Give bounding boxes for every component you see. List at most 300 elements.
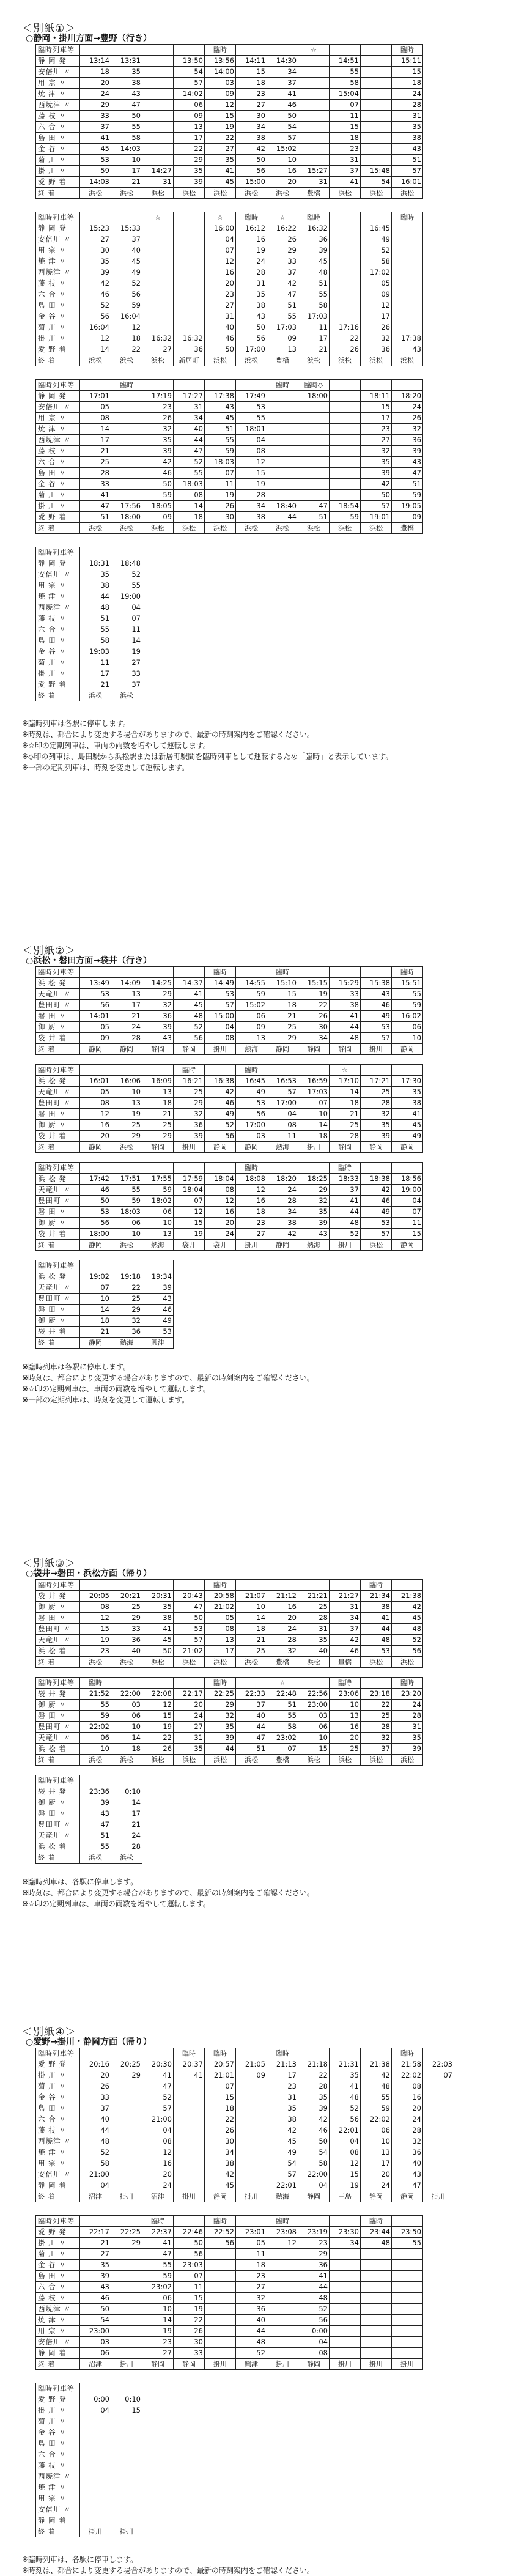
time-cell: 47 (267, 289, 298, 300)
station-row (36, 1700, 423, 1711)
time-cell: 23:00 (298, 1700, 330, 1711)
time-cell: 52 (142, 2092, 174, 2103)
station-row (36, 1033, 423, 1044)
time-cell: 40 (174, 424, 205, 435)
station-name: 島 田 〃 (36, 133, 80, 144)
station-name: 掛 川 〃 (36, 2070, 80, 2081)
time-cell: 23:00 (80, 2326, 111, 2337)
time-cell (298, 133, 330, 144)
time-cell: 16:02 (392, 1011, 423, 1022)
station-name: 焼 津 〃 (36, 2315, 80, 2326)
station-row (36, 155, 423, 166)
time-cell: 16 (205, 267, 236, 278)
time-cell: 15:23 (80, 223, 111, 234)
time-cell: 21 (80, 679, 111, 690)
time-cell: 23:44 (361, 2227, 392, 2238)
time-cell (111, 2136, 142, 2147)
time-cell (111, 2482, 142, 2493)
time-cell: 20 (80, 78, 111, 89)
time-cell (174, 311, 205, 322)
time-cell: 41 (392, 1109, 423, 1120)
time-cell (330, 2271, 361, 2282)
time-cell: 48 (236, 2337, 267, 2348)
time-cell: 44 (330, 1022, 361, 1033)
time-cell: 15 (392, 1229, 423, 1240)
station-row (36, 1196, 423, 1207)
time-cell: 07 (205, 468, 236, 479)
time-cell: 14:02 (174, 89, 205, 100)
time-cell: 35 (205, 1722, 236, 1733)
time-cell: 49 (111, 267, 142, 278)
time-cell: 15 (236, 67, 267, 78)
time-cell: 17:42 (80, 1174, 111, 1185)
station-name: 袋 井 着 (36, 1229, 80, 1240)
train-type-row (36, 547, 142, 558)
station-row (36, 2427, 142, 2438)
time-cell: 23:20 (392, 1689, 423, 1700)
time-cell: 10 (142, 2304, 174, 2315)
time-cell: 23 (80, 1646, 111, 1657)
time-cell: 42 (236, 144, 267, 155)
time-cell (111, 2180, 142, 2191)
time-cell (361, 133, 392, 144)
time-cell (267, 2337, 298, 2348)
train-type-cell (80, 45, 111, 56)
station-name: 六 合 〃 (36, 2282, 80, 2293)
station-name: 金 谷 〃 (36, 2260, 80, 2271)
station-row (36, 1808, 142, 1819)
time-cell: 42 (392, 1602, 423, 1613)
terminal-cell: 浜松 (330, 1755, 361, 1766)
station-row (36, 2482, 142, 2493)
time-cell (361, 2271, 392, 2282)
timetable-block (35, 212, 423, 366)
time-cell: 56 (392, 1646, 423, 1657)
time-cell: 26 (392, 413, 423, 424)
terminal-cell: 豊橋 (267, 1657, 298, 1668)
time-cell: 51 (298, 512, 330, 523)
time-cell: 0:10 (111, 1786, 142, 1797)
time-cell: 59 (392, 1000, 423, 1011)
station-row (36, 2394, 142, 2405)
station-row (36, 278, 423, 289)
time-cell (205, 2315, 236, 2326)
time-cell (267, 413, 298, 424)
time-cell: 22 (361, 1700, 392, 1711)
time-cell: 36 (111, 1635, 142, 1646)
station-row (36, 602, 142, 613)
terminal-label: 終 着 (36, 1657, 80, 1668)
terminal-cell: 浜松 (298, 1657, 330, 1668)
time-cell: 04 (80, 2405, 111, 2416)
terminal-label: 終 着 (36, 2526, 80, 2537)
time-cell: 50 (142, 479, 174, 490)
time-cell: 43 (80, 1808, 111, 1819)
train-type-cell (205, 1163, 236, 1174)
time-cell: 16:09 (142, 1076, 174, 1087)
time-cell: 20:31 (142, 1591, 174, 1602)
time-cell: 11 (392, 1218, 423, 1229)
time-cell: 14 (330, 1087, 361, 1098)
terminal-cell: 静岡 (80, 1338, 111, 1349)
time-cell (298, 446, 330, 457)
time-cell: 52 (174, 1022, 205, 1033)
time-cell: 23 (330, 144, 361, 155)
time-cell: 15 (392, 67, 423, 78)
time-cell: 55 (80, 624, 111, 635)
terminal-cell: 熱海 (267, 2191, 298, 2202)
time-cell: 37 (330, 1185, 361, 1196)
station-row (36, 1613, 423, 1624)
time-cell: 46 (80, 1185, 111, 1196)
time-cell: 14:51 (330, 56, 361, 67)
time-cell: 16:04 (80, 322, 111, 333)
train-type-cell: 臨時 (392, 967, 423, 978)
terminal-cell: 浜松 (111, 1755, 142, 1766)
station-row (36, 133, 423, 144)
station-name: 六 合 〃 (36, 457, 80, 468)
time-cell: 19 (174, 1229, 205, 1240)
time-cell: 59 (330, 512, 361, 523)
time-cell (111, 2271, 142, 2282)
time-cell: 37 (236, 1700, 267, 1711)
time-cell (330, 234, 361, 245)
terminal-cell: 豊橋 (267, 355, 298, 366)
time-cell (330, 2260, 361, 2271)
time-cell (174, 2147, 205, 2158)
time-cell: 12 (80, 333, 111, 344)
station-name: 島 田 〃 (36, 2438, 80, 2449)
time-cell (392, 300, 423, 311)
station-name: 島 田 〃 (36, 635, 80, 646)
time-cell: 09 (267, 333, 298, 344)
time-cell: 06 (80, 2348, 111, 2359)
time-cell: 20:58 (205, 1591, 236, 1602)
time-cell: 29 (80, 100, 111, 111)
time-cell: 42 (361, 479, 392, 490)
note-line: ※時刻は、都合により変更する場合がありますので、最新の時刻案内をご確認ください。 (22, 1889, 314, 1897)
station-row (36, 234, 423, 245)
time-cell: 22 (298, 2070, 330, 2081)
time-cell (392, 278, 423, 289)
time-cell: 40 (298, 1646, 330, 1657)
time-cell: 54 (361, 177, 392, 188)
time-cell (80, 2504, 111, 2515)
time-cell: 08 (205, 1033, 236, 1044)
time-cell (392, 2260, 423, 2271)
station-row (36, 646, 142, 657)
time-cell: 08 (205, 1624, 236, 1635)
time-cell: 16 (80, 1120, 111, 1131)
time-cell: 07 (205, 245, 236, 256)
time-cell: 16:01 (80, 1076, 111, 1087)
time-cell: 14 (236, 1613, 267, 1624)
time-cell: 23 (236, 89, 267, 100)
timetable-block (35, 547, 142, 701)
time-cell: 19:05 (392, 501, 423, 512)
time-cell: 23:03 (174, 2260, 205, 2271)
time-cell: 17:03 (267, 322, 298, 333)
time-cell: 31 (392, 1722, 423, 1733)
time-cell (142, 144, 174, 155)
time-cell (423, 2081, 454, 2092)
time-cell: 58 (330, 78, 361, 89)
time-cell: 46 (330, 1646, 361, 1657)
time-cell: 16 (205, 1207, 236, 1218)
time-cell: 21 (330, 1109, 361, 1120)
time-cell: 36 (236, 2304, 267, 2315)
time-cell: 43 (80, 2282, 111, 2293)
time-cell: 28 (392, 2125, 423, 2136)
station-name: 六 合 〃 (36, 122, 80, 133)
time-cell (298, 468, 330, 479)
station-name: 焼 津 〃 (36, 256, 80, 267)
time-cell: 37 (111, 679, 142, 690)
time-cell (392, 2304, 423, 2315)
timetable-block (35, 966, 423, 1055)
time-cell: 52 (392, 1635, 423, 1646)
time-cell: 23:19 (298, 2227, 330, 2238)
time-cell: 23:50 (392, 2227, 423, 2238)
time-cell: 47 (142, 2249, 174, 2260)
time-cell: 41 (330, 177, 361, 188)
time-cell (111, 457, 142, 468)
time-cell: 29 (111, 1131, 142, 1142)
time-cell: 18:08 (236, 1174, 267, 1185)
terminal-cell: 浜松 (111, 1657, 142, 1668)
time-cell: 59 (111, 1196, 142, 1207)
note-line: ※臨時列車は、各駅に停車します。 (22, 2555, 138, 2564)
time-cell: 39 (174, 1131, 205, 1142)
terminal-cell: 静岡 (142, 2359, 174, 2370)
train-type-row (36, 2216, 423, 2227)
terminal-cell: 静岡 (142, 1044, 174, 1055)
time-cell: 18:20 (267, 1174, 298, 1185)
time-cell: 08 (267, 1120, 298, 1131)
time-cell: 14:25 (142, 978, 174, 989)
time-cell: 21:07 (236, 1591, 267, 1602)
terminal-cell: 掛川 (174, 2191, 205, 2202)
time-cell: 53 (361, 1022, 392, 1033)
time-cell: 23:30 (330, 2227, 361, 2238)
time-cell: 14 (80, 344, 111, 355)
terminal-cell: 浜松 (236, 1755, 267, 1766)
time-cell (111, 490, 142, 501)
station-row (36, 2504, 142, 2515)
time-cell: 16 (392, 2092, 423, 2103)
time-cell: 12 (174, 1207, 205, 1218)
time-cell: 56 (80, 311, 111, 322)
time-cell: 39 (298, 245, 330, 256)
time-cell: 40 (392, 2158, 423, 2169)
time-cell: 15:48 (361, 166, 392, 177)
time-cell: 48 (361, 2238, 392, 2249)
station-name: 愛 野 着 (36, 512, 80, 523)
terminal-cell: 静岡 (80, 1044, 111, 1055)
station-row (36, 2449, 142, 2460)
terminal-label: 終 着 (36, 1142, 80, 1153)
time-cell: 07 (267, 1744, 298, 1755)
time-cell: 25 (80, 457, 111, 468)
time-cell (111, 446, 142, 457)
time-cell: 32 (111, 1316, 142, 1327)
time-cell: 48 (80, 2136, 111, 2147)
time-cell: 21:58 (392, 2059, 423, 2070)
time-cell: 12 (236, 457, 267, 468)
time-cell: 10 (111, 1722, 142, 1733)
time-cell: 19:02 (80, 1271, 111, 1282)
time-cell (330, 278, 361, 289)
time-cell: 13 (111, 1098, 142, 1109)
time-cell (80, 2449, 111, 2460)
time-cell: 29 (298, 2249, 330, 2260)
time-cell: 15 (142, 1711, 174, 1722)
time-cell: 17 (80, 668, 111, 679)
time-cell: 36 (142, 1011, 174, 1022)
train-type-cell (423, 2048, 454, 2059)
time-cell: 34 (267, 67, 298, 78)
time-cell: 21 (80, 446, 111, 457)
time-cell: 56 (80, 1000, 111, 1011)
terminal-cell: 掛川 (330, 2359, 361, 2370)
time-cell: 18 (330, 133, 361, 144)
train-type-cell (298, 1065, 330, 1076)
time-cell: 46 (142, 468, 174, 479)
terminal-row (36, 1852, 142, 1864)
station-name: 六 合 〃 (36, 289, 80, 300)
time-cell: 50 (267, 111, 298, 122)
time-cell: 15 (330, 2169, 361, 2180)
time-cell: 55 (111, 580, 142, 591)
terminal-cell: 浜松 (80, 1657, 111, 1668)
station-name: 御 厨 〃 (36, 1022, 80, 1033)
time-cell: 08 (298, 2348, 330, 2359)
terminal-label: 終 着 (36, 690, 80, 701)
time-cell: 59 (111, 300, 142, 311)
terminal-cell: 静岡 (392, 1044, 423, 1055)
time-cell (423, 2103, 454, 2114)
time-cell (111, 2449, 142, 2460)
time-cell: 20 (205, 278, 236, 289)
station-row (36, 2348, 423, 2359)
time-cell: 26 (298, 1011, 330, 1022)
time-cell: 22 (111, 344, 142, 355)
train-type-cell (330, 212, 361, 223)
station-row (36, 67, 423, 78)
station-name: 掛 川 〃 (36, 2238, 80, 2249)
station-name: 藤 枝 〃 (36, 2460, 80, 2471)
terminal-cell: 掛川 (111, 2526, 142, 2537)
train-type-cell (330, 1580, 361, 1591)
train-type-row (36, 967, 423, 978)
time-cell: 45 (111, 256, 142, 267)
station-name: 藤 枝 〃 (36, 2293, 80, 2304)
train-type-cell: 臨時 (174, 2048, 205, 2059)
time-cell: 39 (392, 446, 423, 457)
terminal-cell: 浜松 (80, 1755, 111, 1766)
time-cell: 25 (267, 1022, 298, 1033)
time-cell: 25 (330, 1120, 361, 1131)
corner-label: 臨時列車等 (36, 2048, 80, 2059)
station-row (36, 2304, 423, 2315)
station-name: 天竜川 〃 (36, 1087, 80, 1098)
time-cell: 13 (142, 1229, 174, 1240)
time-cell (330, 289, 361, 300)
terminal-cell: 浜松 (80, 523, 111, 534)
time-cell: 22 (298, 1000, 330, 1011)
time-cell: 21:34 (361, 1591, 392, 1602)
time-cell: 28 (392, 1711, 423, 1722)
train-type-cell: 臨時 (267, 2048, 298, 2059)
terminal-cell: 静岡 (298, 2359, 330, 2370)
train-type-cell (142, 1260, 174, 1271)
time-cell: 28 (80, 468, 111, 479)
time-cell: 19 (80, 1635, 111, 1646)
station-name: 浜 松 発 (36, 1076, 80, 1087)
note-line: ※一部の定期列車は、時刻を変更して運転します。 (22, 763, 190, 772)
time-cell (361, 111, 392, 122)
time-cell: 06 (80, 1733, 111, 1744)
time-cell: 24 (111, 1022, 142, 1033)
time-cell (392, 267, 423, 278)
train-type-row (36, 212, 423, 223)
time-cell (111, 424, 142, 435)
time-cell: 21:21 (298, 1591, 330, 1602)
station-name: 西焼津 〃 (36, 435, 80, 446)
time-cell: 22 (205, 133, 236, 144)
time-cell: 52 (111, 278, 142, 289)
time-cell: 0:10 (111, 2394, 142, 2405)
time-cell: 54 (174, 67, 205, 78)
time-cell: 57 (205, 1000, 236, 1011)
time-cell: 05 (205, 1613, 236, 1624)
time-cell: 48 (330, 1033, 361, 1044)
train-type-cell (80, 547, 111, 558)
terminal-cell: 浜松 (361, 1657, 392, 1668)
terminal-cell: 浜松 (236, 1657, 267, 1668)
station-name: 豊田町 〃 (36, 1196, 80, 1207)
time-cell: 08 (80, 1602, 111, 1613)
train-type-row (36, 1163, 423, 1174)
time-cell: 52 (361, 245, 392, 256)
time-cell (205, 2293, 236, 2304)
time-cell: 55 (205, 435, 236, 446)
train-type-cell: 臨時 (361, 1580, 392, 1591)
train-type-cell: 臨時 (392, 1678, 423, 1689)
station-row (36, 1711, 423, 1722)
time-cell: 22:02 (392, 2070, 423, 2081)
time-cell: 29 (142, 989, 174, 1000)
time-cell: 11 (174, 2282, 205, 2293)
time-cell: 57 (361, 1229, 392, 1240)
time-cell (236, 2114, 267, 2125)
terminal-cell: 静岡 (205, 2191, 236, 2202)
time-cell: 31 (174, 402, 205, 413)
time-cell: 25 (330, 1744, 361, 1755)
train-type-cell: 臨時 (111, 380, 142, 391)
time-cell: 31 (236, 278, 267, 289)
train-type-cell (330, 45, 361, 56)
time-cell: 25 (236, 1646, 267, 1657)
terminal-cell: 静岡 (298, 1044, 330, 1055)
time-cell (423, 2147, 454, 2158)
time-cell: 14 (174, 501, 205, 512)
time-cell (267, 2315, 298, 2326)
time-cell: 32 (236, 2293, 267, 2304)
time-cell (330, 311, 361, 322)
time-cell: 15 (111, 2405, 142, 2416)
terminal-cell: 浜松 (361, 523, 392, 534)
